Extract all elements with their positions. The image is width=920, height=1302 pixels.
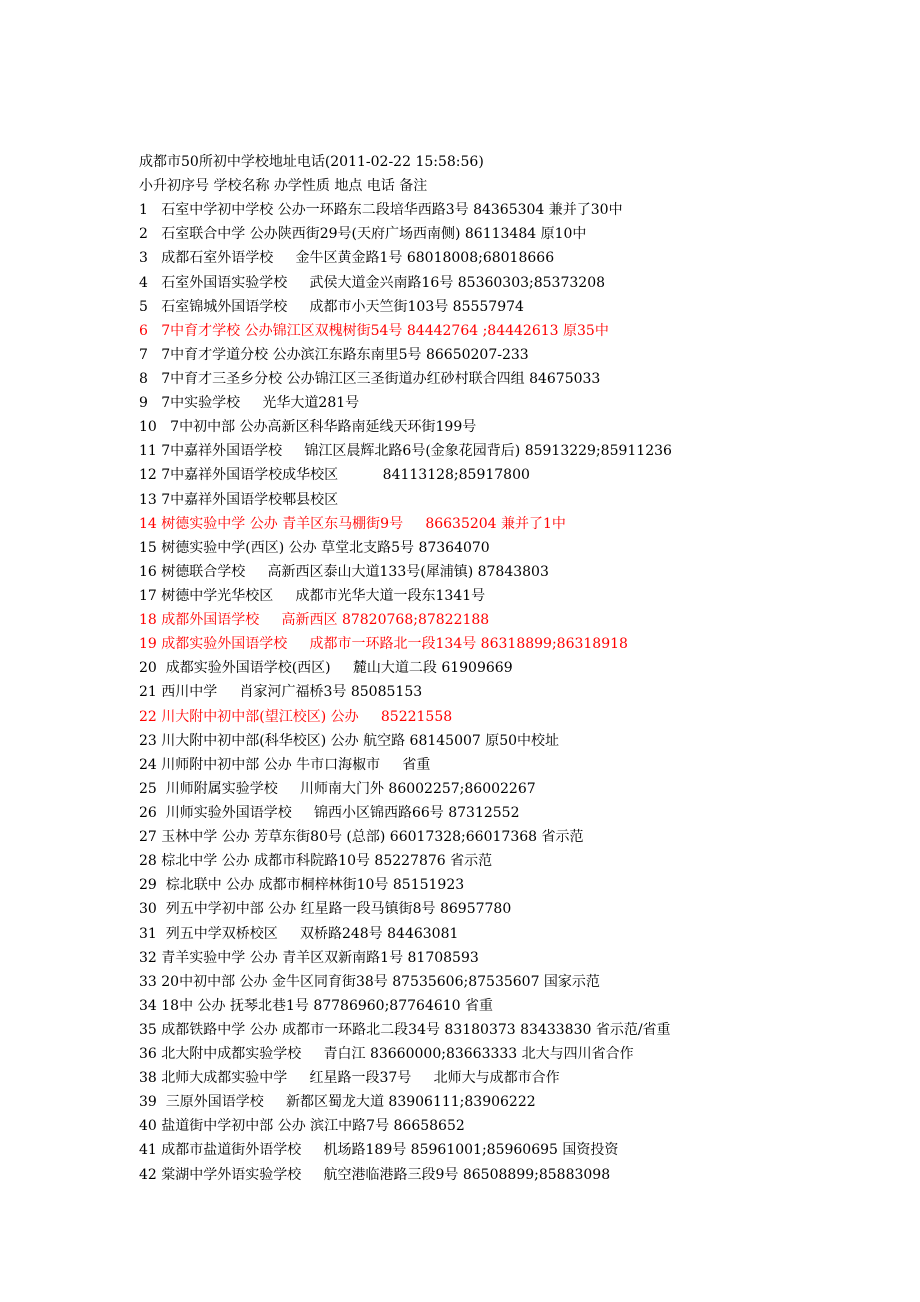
school-entry: 9 7中实验学校 光华大道281号 xyxy=(139,395,360,412)
school-entry: 10 7中初中部 公办高新区科华路南延线天环街199号 xyxy=(139,419,477,436)
school-entry: 8 7中育才三圣乡分校 公办锦江区三圣街道办红砂村联合四组 84675033 xyxy=(139,370,601,387)
school-entry: 25 川师附属实验学校 川师南大门外 86002257;86002267 xyxy=(139,780,536,797)
document-body xyxy=(139,150,899,1187)
school-entry: 12 7中嘉祥外国语学校成华校区 84113128;85917800 xyxy=(139,467,530,484)
school-entry: 5 石室锦城外国语学校 成都市小天竺街103号 85557974 xyxy=(139,298,524,315)
school-entry: 33 20中初中部 公办 金牛区同育街38号 87535606;87535607 国家示范 xyxy=(139,973,600,990)
school-entry-highlighted: 14 树德实验中学 公办 青羊区东马棚街9号 86635204 兼并了1中 xyxy=(139,515,566,532)
school-entry: 16 树德联合学校 高新西区泰山大道133号(犀浦镇) 87843803 xyxy=(139,563,549,580)
school-entry: 17 树德中学光华校区 成都市光华大道一段东1341号 xyxy=(139,587,486,604)
school-entry: 11 7中嘉祥外国语学校 锦江区晨辉北路6号(金象花园背后) 85913229;85911236 xyxy=(139,443,672,460)
school-entry: 32 青羊实验中学 公办 青羊区双新南路1号 81708593 xyxy=(139,949,479,966)
school-entry-highlighted: 19 成都实验外国语学校 成都市一环路北一段134号 86318899;86318918 xyxy=(139,636,628,653)
school-entry: 42 棠湖中学外语实验学校 航空港临港路三段9号 86508899;85883098 xyxy=(139,1166,611,1183)
school-entry: 38 北师大成都实验中学 红星路一段37号 北师大与成都市合作 xyxy=(139,1070,560,1087)
school-entry: 27 玉林中学 公办 芳草东街80号 (总部) 66017328;66017368 省示范 xyxy=(139,829,584,846)
school-entry-highlighted: 18 成都外国语学校 高新西区 87820768;87822188 xyxy=(139,612,490,629)
school-entry: 31 列五中学双桥校区 双桥路248号 84463081 xyxy=(139,925,459,942)
school-entry: 40 盐道街中学初中部 公办 滨江中路7号 86658652 xyxy=(139,1118,465,1135)
school-entry: 35 成都铁路中学 公办 成都市一环路北二段34号 83180373 83433830 省示范/省重 xyxy=(139,1021,671,1038)
school-entry: 20 成都实验外国语学校(西区) 麓山大道二段 61909669 xyxy=(139,660,513,677)
school-entry: 23 川大附中初中部(科华校区) 公办 航空路 68145007 原50中校址 xyxy=(139,732,560,749)
school-list xyxy=(139,198,899,1186)
school-entry: 34 18中 公办 抚琴北巷1号 87786960;87764610 省重 xyxy=(139,997,494,1014)
school-entry: 21 西川中学 肖家河广福桥3号 85085153 xyxy=(139,684,423,701)
school-entry: 1 石室中学初中学校 公办一环路东二段培华西路3号 84365304 兼并了30中 xyxy=(139,202,623,219)
school-entry: 36 北大附中成都实验学校 青白江 83660000;83663333 北大与四川省合作 xyxy=(139,1046,634,1063)
school-entry: 24 川师附中初中部 公办 牛市口海椒市 省重 xyxy=(139,756,431,773)
document-title: 成都市50所初中学校地址电话(2011-02-22 15:58:56) xyxy=(139,154,484,170)
school-entry: 4 石室外国语实验学校 武侯大道金兴南路16号 85360303;85373208 xyxy=(139,274,606,291)
school-entry: 2 石室联合中学 公办陕西街29号(天府广场西南侧) 86113484 原10中 xyxy=(139,226,587,243)
school-entry: 30 列五中学初中部 公办 红星路一段马镇街8号 86957780 xyxy=(139,901,512,918)
school-entry: 7 7中育才学道分校 公办滨江东路东南里5号 86650207-233 xyxy=(139,346,529,363)
school-entry: 13 7中嘉祥外国语学校郫县校区 xyxy=(139,491,339,508)
school-entry: 41 成都市盐道街外语学校 机场路189号 85961001;85960695 国资投资 xyxy=(139,1142,619,1159)
school-entry: 28 棕北中学 公办 成都市科院路10号 85227876 省示范 xyxy=(139,853,493,870)
school-entry: 15 树德实验中学(西区) 公办 草堂北支路5号 87364070 xyxy=(139,539,490,556)
school-entry: 26 川师实验外国语学校 锦西小区锦西路66号 87312552 xyxy=(139,804,520,821)
school-entry-highlighted: 22 川大附中初中部(望江校区) 公办 85221558 xyxy=(139,708,453,725)
school-entry: 29 棕北联中 公办 成都市桐梓林街10号 85151923 xyxy=(139,877,465,894)
school-entry: 39 三原外国语学校 新都区蜀龙大道 83906111;83906222 xyxy=(139,1094,536,1111)
school-entry-highlighted: 6 7中育才学校 公办锦江区双槐树街54号 84442764 ;84442613 原35中 xyxy=(139,322,609,339)
column-header-row: 小升初序号 学校名称 办学性质 地点 电话 备注 xyxy=(139,178,428,195)
school-entry: 3 成都石室外语学校 金牛区黄金路1号 68018008;68018666 xyxy=(139,250,555,267)
